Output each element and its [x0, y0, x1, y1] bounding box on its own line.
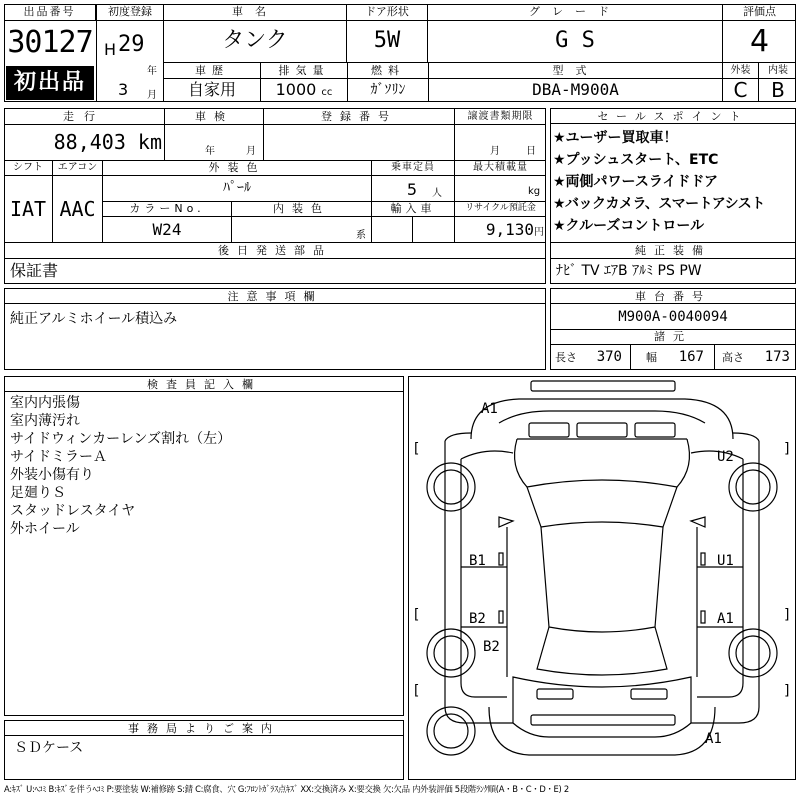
legend-footer: A:ｷｽﾞ U:ﾍｺﾐ B:ｷｽﾞを伴うﾍｺﾐ P:要塗装 W:補修跡 S:錆 C:腐食、穴 G:ﾌﾛﾝﾄｶﾞﾗｽ点ｷｽﾞ XX:交換済み X:要交換 欠:欠品 内外装評価 5段階ﾗﾝｸ順(A・B・C・D・E) 2	[4, 784, 569, 794]
inspector-label: 検査員記入欄	[4, 377, 404, 392]
car-diagram	[408, 376, 796, 780]
height-value: 173	[764, 349, 790, 365]
shift-label: シフト	[13, 162, 43, 173]
model-value: DBA-M900A	[532, 80, 619, 99]
displacement-number: 1000	[275, 80, 317, 99]
ext-color-label: 外装色	[208, 161, 266, 174]
equipment-value: ﾅﾋﾞ TV ｴｱB ｱﾙﾐ PS PW	[556, 263, 702, 279]
year-unit: 年	[147, 66, 157, 77]
reg-no-label: 登録番号	[321, 110, 397, 123]
interior-grade: B	[771, 78, 785, 102]
era-letter: H	[104, 40, 117, 59]
sales-point-item: ★クルーズコントロール	[553, 218, 705, 234]
bracket-left: [	[412, 607, 421, 623]
score-label: 評価点	[723, 4, 796, 21]
mileage-unit: km	[137, 130, 162, 154]
grade-value: G S	[555, 28, 595, 53]
history-label: 車歴	[195, 64, 229, 77]
first-listing-badge: 初出品	[6, 66, 94, 100]
car-name-label: 車名	[164, 4, 346, 21]
inspector-line: 外装小傷有り	[10, 467, 94, 483]
import-label: 輸入車	[390, 202, 436, 215]
first-reg-label: 初度登録	[97, 4, 163, 21]
bracket-right: ]	[783, 683, 792, 699]
recycle-label: リサイクル預託金	[465, 203, 536, 213]
ext-color-value: ﾊﾟｰﾙ	[223, 180, 251, 196]
inspector-line: 室内薄汚れ	[10, 413, 80, 429]
width-value: 167	[678, 349, 704, 365]
reg-month: 3	[118, 80, 129, 99]
inspection-month-unit: 月	[246, 146, 256, 157]
damage-mark-left-rear: B2	[469, 611, 486, 627]
lot-no-label: 出品番号	[4, 4, 96, 21]
capacity-value: 5	[406, 180, 418, 199]
sales-point-item: ★両側パワースライドドア	[553, 174, 719, 190]
score-value: 4	[749, 24, 770, 59]
displacement-unit: cc	[321, 87, 333, 98]
damage-mark-front: A1	[481, 401, 498, 417]
door-label: ドア形状	[347, 4, 427, 21]
aircon-label: エアコン	[57, 162, 98, 173]
notes-label: 注意事項欄	[4, 289, 546, 304]
color-no-label: カラーNo.	[129, 202, 205, 215]
mileage-value	[10, 128, 162, 156]
fuel-value: ｶﾞｿﾘﾝ	[370, 82, 406, 98]
recycle-value	[455, 219, 544, 241]
damage-mark-rear: A1	[705, 731, 722, 747]
capacity-unit: 人	[432, 188, 442, 199]
length-label: 長さ	[555, 351, 577, 364]
lot-number: 30127	[7, 25, 93, 60]
mileage-number: 88,403	[53, 130, 126, 154]
damage-mark-right-front: U2	[717, 449, 734, 465]
mileage-label: 走行	[63, 110, 105, 123]
grade-label: グレード	[428, 4, 722, 21]
reg-year: 29	[118, 32, 145, 57]
month-unit: 月	[147, 90, 157, 101]
shift-value: IAT	[9, 197, 47, 221]
int-color-label: 内装色	[273, 202, 330, 215]
displacement-label: 排気量	[278, 64, 330, 77]
max-load-label: 最大積載量	[473, 162, 528, 173]
car-outline-icon	[409, 377, 795, 779]
transfer-month-unit: 月	[490, 146, 500, 157]
aircon-value: AAC	[59, 197, 96, 221]
color-no-value: W24	[152, 220, 182, 239]
exterior-grade: C	[723, 79, 759, 101]
recycle-unit: 円	[534, 227, 544, 238]
bracket-right: ]	[783, 441, 792, 457]
door-type: 5W	[373, 28, 401, 53]
later-parts-label: 後日発送部品	[218, 244, 332, 257]
displacement-value	[261, 79, 347, 101]
inspector-line: 室内内張傷	[10, 395, 80, 411]
spec-label: 諸元	[654, 330, 692, 343]
damage-mark-left-mid: B1	[469, 553, 486, 569]
inspection-label: 車検	[195, 110, 233, 123]
transfer-label: 譲渡書類期限	[467, 111, 534, 122]
inspector-line: サイドミラーＡ	[10, 449, 108, 465]
later-parts-value: 保証書	[10, 261, 59, 280]
chassis-value: M900A-0040094	[618, 309, 728, 325]
length-value: 370	[596, 349, 622, 365]
height-label: 高さ	[722, 351, 744, 364]
chassis-label: 車台番号	[550, 289, 796, 304]
damage-mark-left-rear-wheel: B2	[483, 639, 500, 655]
inspector-line: サイドウィンカーレンズ割れ（左）	[10, 431, 232, 447]
office-label: 事務局よりご案内	[4, 721, 404, 736]
transfer-day-unit: 日	[526, 146, 536, 157]
inspection-year-unit: 年	[205, 146, 215, 157]
inspector-line: スタッドレスタイヤ	[10, 503, 136, 519]
sales-point-item: ★プッシュスタート、ETC	[553, 152, 719, 168]
sales-point-item: ★バックカメラ、スマートアシスト	[553, 196, 765, 212]
notes-value: 純正アルミホイール積込み	[10, 311, 178, 327]
sales-point-item: ★ユーザー買取車！	[553, 130, 678, 146]
history-value: 自家用	[187, 80, 236, 99]
damage-mark-right-mid: U1	[717, 553, 734, 569]
int-color-unit: 系	[356, 230, 366, 241]
fuel-label: 燃料	[371, 64, 405, 77]
recycle-number: 9,130	[485, 220, 534, 239]
bracket-right: ]	[783, 607, 792, 623]
car-name: タンク	[222, 28, 288, 53]
office-value: ＳＤケース	[14, 740, 84, 756]
max-load-unit: kg	[528, 186, 541, 197]
model-label: 型式	[552, 64, 599, 77]
bracket-left: [	[412, 441, 421, 457]
interior-label: 内装	[768, 65, 788, 76]
width-label: 幅	[646, 351, 657, 364]
damage-mark-right-rear: A1	[717, 611, 734, 627]
equipment-label: 純正装備	[635, 244, 711, 257]
capacity-label: 乗車定員	[391, 162, 435, 173]
inspector-line: 足廻りＳ	[10, 485, 66, 501]
bracket-left: [	[412, 683, 421, 699]
inspector-line: 外ホイール	[10, 521, 80, 537]
sales-points-label: セールスポイント	[550, 109, 796, 124]
exterior-label: 外装	[723, 63, 759, 78]
